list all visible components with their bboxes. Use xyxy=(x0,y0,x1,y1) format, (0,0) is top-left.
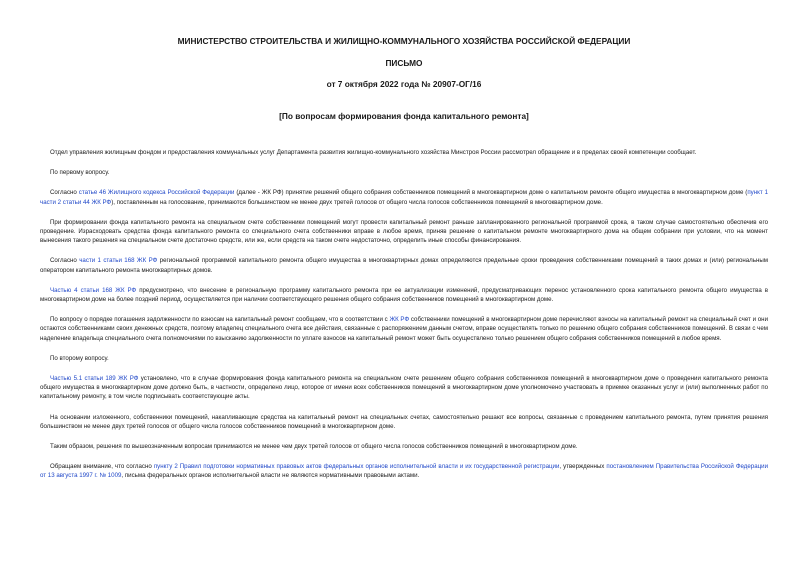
ministry-heading: МИНИСТЕРСТВО СТРОИТЕЛЬСТВА И ЖИЛИЩНО-КОММУНАЛЬНОГО ХОЗЯЙСТВА РОССИЙСКОЙ ФЕДЕРАЦИИ xyxy=(177,36,631,46)
link-article-189[interactable]: Частью 5.1 статьи 189 ЖК РФ xyxy=(50,375,139,383)
paragraph-article-46 xyxy=(40,188,768,206)
paragraph-text: При формировании фонда капитального ремонта на специальном счете собственники помещений могут провести капитальный ремонт раньше запланированного региональной программой срока, в таком случае самостоятельно обеспечив его проведение. Израсходовать средства фонда капитального ремонта со специального счета собственники вправе в любое время, приняв решение о капитальном ремонте многоквартирного дома на общем собрании при условии, что на момент вынесения такого решения на специальном счете достаточно средств, или же, если средств на таком счете недостаточно, определить иные способы финансирования. xyxy=(40,218,768,245)
paragraph-article-189 xyxy=(40,374,768,402)
paragraph-text: Таким образом, решения по вышеозначенным вопросам принимаются не менее чем двух третей голосов от общего числа голосов собственников помещений в многоквартирном доме. xyxy=(50,443,578,451)
paragraph-debt-repayment xyxy=(40,315,768,343)
paragraph-text: Согласно xyxy=(50,257,80,265)
document-page xyxy=(40,36,768,492)
paragraph-special-account xyxy=(40,218,768,246)
link-article-168-part-1[interactable]: части 1 статьи 168 ЖК РФ xyxy=(79,257,158,265)
paragraph-conclusion-2 xyxy=(40,442,768,451)
paragraph-intro xyxy=(40,148,768,157)
paragraph-text: собственники помещений в многоквартирном доме перечисляют взносы на капитальный ремонт на специальный счет и они остаются собственниками своих денежных средств, поэтому владелец специального счета все действия, связанные с распоряжением данным счетом, вправе осуществлять только по решению общего собрания собственников помещений. В связи с чем наделение владельца специального счета полномочиями по взысканию задолженности по уплате взносов на капитальный ремонт может быть осуществлено только решением общего собрания собственников помещений в любое время. xyxy=(40,316,769,342)
paragraph-conclusion-1 xyxy=(40,413,768,431)
paragraph-text: Обращаем внимание, что согласно xyxy=(50,463,154,471)
paragraph-text: региональной программой капитального ремонта общего имущества в многоквартирных домах определяются предельные сроки проведения собственниками помещений в таких домах и (или) региональным оператором капитального ремонта многоквартирных домов. xyxy=(40,257,768,274)
document-date-number: от 7 октября 2022 года № 20907-ОГ/16 xyxy=(326,79,482,89)
paragraph-article-168-part-4 xyxy=(40,286,768,304)
paragraph-first-question xyxy=(40,168,768,177)
paragraph-text: предусмотрено, что внесение в региональную программу капитального ремонта при ее актуализации изменений, предусматривающих перенос установленного срока капитального ремонта общего имущества в многоквартирном доме на более поздний период, осуществляется при наличии соответствующего решения общего собрания собственников помещений в многоквартирном доме. xyxy=(40,286,768,304)
paragraph-second-question xyxy=(40,354,768,363)
paragraph-text: (далее - ЖК РФ) принятие решений общего собрания собственников помещений в многоквартирном доме о капитальном ремонте общего имущества в многоквартирном доме ( xyxy=(234,189,748,197)
document-subject: [По вопросам формирования фонда капитального ремонта] xyxy=(279,111,529,121)
paragraph-text: По первому вопросу. xyxy=(50,169,110,177)
paragraph-text: , письма федеральных органов исполнительной власти не являются нормативными правовыми актами. xyxy=(121,472,420,480)
link-rules-point-2[interactable]: пункту 2 Правил подготовки нормативных правовых актов федеральных органов исполнительной власти и их государственной регистрации xyxy=(153,463,560,471)
paragraph-text: Отдел управления жилищным фондом и предоставления коммунальных услуг Департамента развития жилищно-коммунального хозяйства Минстроя России рассмотрел обращение и в пределах своей компетенции сообщает. xyxy=(50,149,697,156)
link-zhk-rf[interactable]: ЖК РФ xyxy=(389,316,410,324)
link-article-168-part-4[interactable]: Частью 4 статьи 168 ЖК РФ xyxy=(50,286,137,294)
paragraph-text: По второму вопросу. xyxy=(50,354,109,362)
link-government-decree-1009[interactable]: постановлением Правительства Российской Федерации от 13 августа 1997 г. № 1009 xyxy=(40,463,769,480)
paragraph-text: ), поставленным на голосование, принимаются большинством не менее двух третей голосов от общего числа голосов собственников помещений в многоквартирном доме. xyxy=(111,198,603,206)
paragraph-text: , утвержденных xyxy=(559,463,607,471)
paragraph-text: На основании изложенного, собственники помещений, накапливающие средства на капитальный ремонт на специальных счетах, самостоятельно решают все вопросы, связанные с проведением капитального ремонта, путем принятия решения большинством не менее двух третей голосов от общего числа голосов собственников помещений в многоквартирном доме. xyxy=(40,413,768,430)
link-article-44[interactable]: пункт 1 части 2 статьи 44 ЖК РФ xyxy=(40,189,768,206)
paragraph-text: установлено, что в случае формирования фонда капитального ремонта на специальном счете решением общего собрания собственников помещений в многоквартирном доме о проведении капитального ремонта общего имущества в многоквартирном доме должно быть, в частности, определено лицо, которое от имени всех собственников помещений в многоквартирном доме уполномочено участвовать в приемке оказанных услуг и (или) выполненных работ по капитальному ремонту, в том числе подписывать соответствующие акты. xyxy=(40,375,768,401)
paragraph-text: По вопросу о порядке погашения задолженности по взносам на капитальный ремонт сообщаем, что в соответствии с xyxy=(50,316,390,324)
document-type: ПИСЬМО xyxy=(385,58,423,68)
link-article-46-zhk[interactable]: статье 46 Жилищного кодекса Российской Федерации xyxy=(78,189,235,197)
paragraph-notice xyxy=(40,462,768,480)
paragraph-text: Согласно xyxy=(50,189,79,197)
paragraph-article-168-part-1 xyxy=(40,256,768,274)
